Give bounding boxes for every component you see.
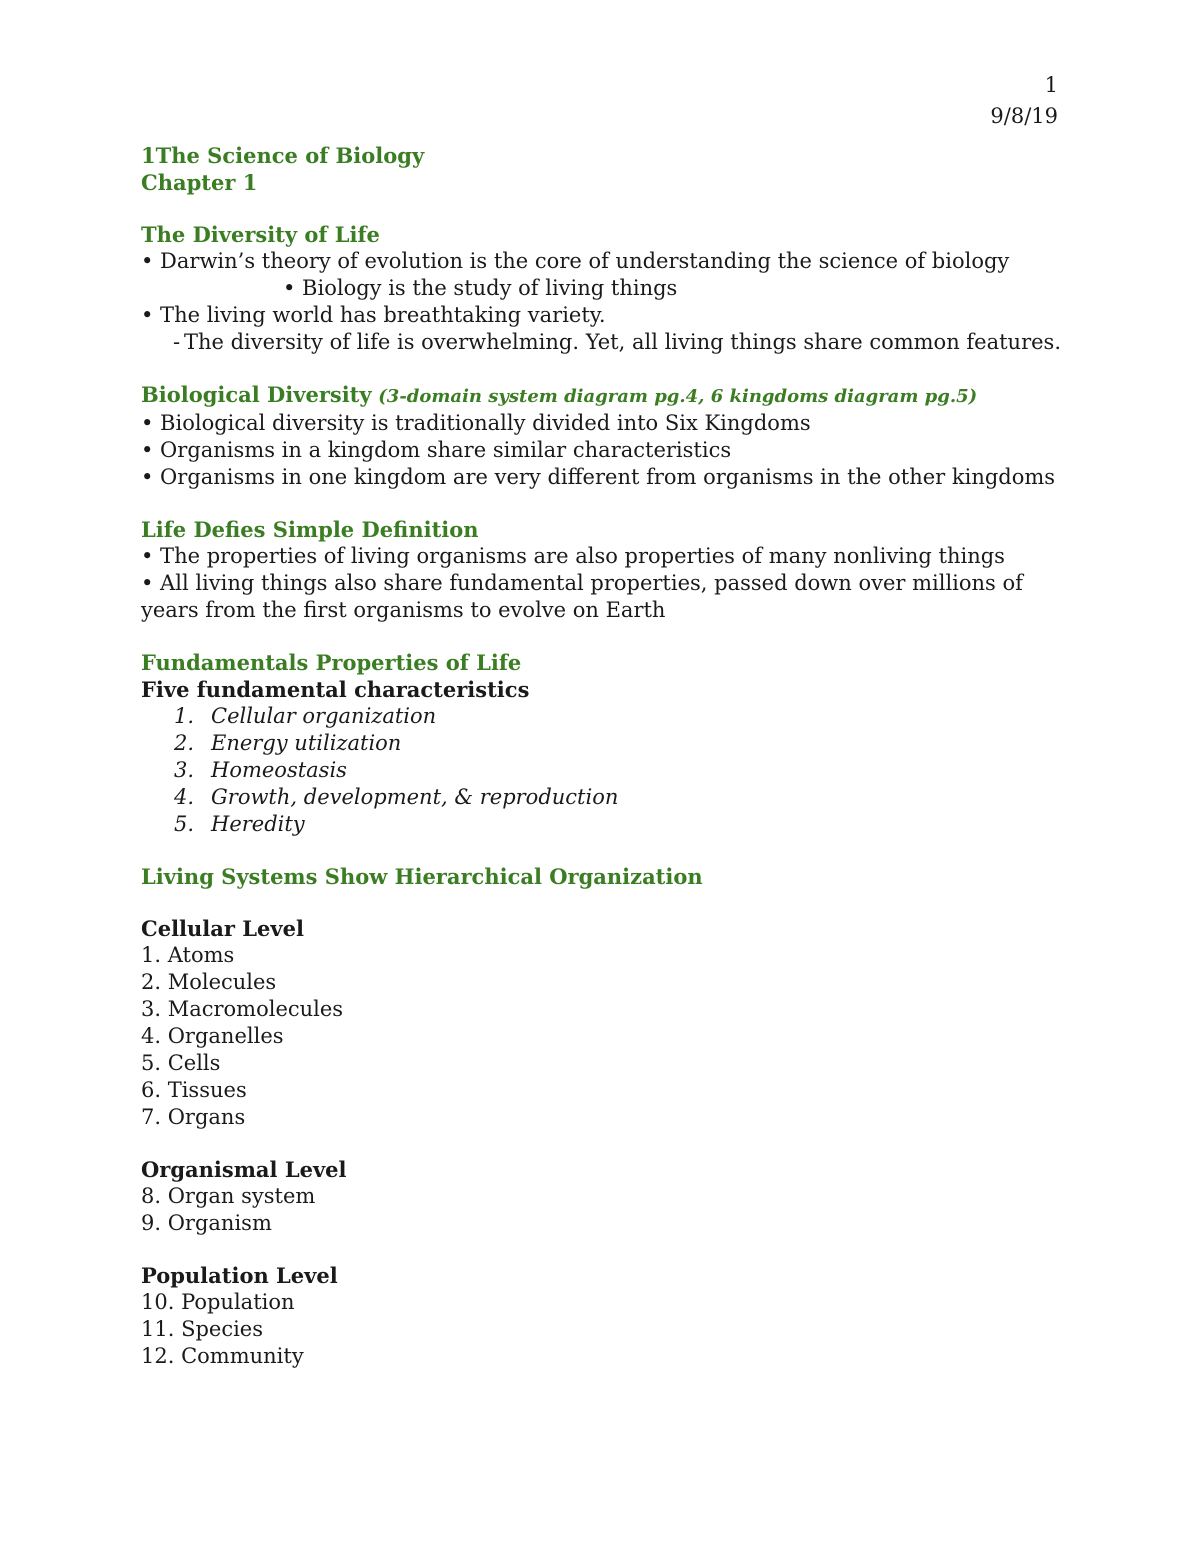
sub-bullet-item: • Biology is the study of living things: [283, 276, 678, 300]
bullet-item: • Darwin’s theory of evolution is the core of understanding the science of biology: [141, 249, 1010, 273]
item-text: Homeostasis: [211, 758, 347, 782]
item-number: 3.: [174, 758, 195, 782]
numbered-item: [141, 703, 1061, 730]
bullet-item: • Organisms in one kingdom are very different from organisms in the other kingdoms: [141, 465, 1056, 489]
item-number: 2.: [174, 731, 195, 755]
level-item: 11. Species: [141, 1317, 264, 1341]
page-number: 1: [1044, 73, 1058, 97]
cellular-level-heading: Cellular Level: [141, 916, 304, 941]
bullet-item: • Organisms in a kingdom share similar characteristics: [141, 438, 732, 462]
item-number: 5.: [174, 812, 195, 836]
level-item: 8. Organ system: [141, 1184, 316, 1208]
bullet-item: • Biological diversity is traditionally divided into Six Kingdoms: [141, 411, 811, 435]
fundamentals-subheading: Five fundamental characteristics: [141, 677, 530, 702]
page-date: 9/8/19: [990, 104, 1058, 128]
section-heading-hierarchy: Living Systems Show Hierarchical Organization: [141, 864, 703, 889]
level-item: 12. Community: [141, 1344, 304, 1368]
section-heading-life-defies: Life Defies Simple Definition: [141, 517, 479, 542]
bullet-item: • The properties of living organisms are also properties of many nonliving things: [141, 544, 1005, 568]
item-text: Growth, development, & reproduction: [211, 785, 619, 809]
document-title: 1The Science of Biology: [141, 143, 425, 168]
item-text: Energy utilization: [211, 731, 402, 755]
level-item: 2. Molecules: [141, 970, 277, 994]
level-item: 1. Atoms: [141, 943, 235, 967]
dash-list-item: [141, 329, 1061, 356]
diagram-reference-note: (3-domain system diagram pg.4, 6 kingdoms diagram pg.5): [378, 386, 978, 407]
item-number: 1.: [174, 704, 195, 728]
item-text: Cellular organization: [211, 704, 437, 728]
level-item: 6. Tissues: [141, 1078, 247, 1102]
level-item: 9. Organism: [141, 1211, 272, 1235]
level-item: 7. Organs: [141, 1105, 246, 1129]
dash-item-text: The diversity of life is overwhelming. Yet, all living things share common features.: [183, 330, 1061, 354]
section-heading-biological-diversity: [141, 381, 1061, 410]
organismal-level-heading: Organismal Level: [141, 1157, 347, 1182]
biological-diversity-heading: Biological Diversity: [141, 382, 372, 407]
section-heading-fundamentals: Fundamentals Properties of Life: [141, 650, 522, 675]
population-level-heading: Population Level: [141, 1263, 338, 1288]
section-heading-diversity-of-life: The Diversity of Life: [141, 222, 380, 247]
bullet-item: • The living world has breathtaking variety.: [141, 303, 606, 327]
item-number: 4.: [174, 785, 195, 809]
numbered-item: [141, 811, 1061, 838]
level-item: 4. Organelles: [141, 1024, 284, 1048]
numbered-item: [141, 757, 1061, 784]
level-item: 5. Cells: [141, 1051, 221, 1075]
numbered-item: [141, 730, 1061, 757]
item-text: Heredity: [211, 812, 305, 836]
numbered-item: [141, 784, 1061, 811]
level-item: 3. Macromolecules: [141, 997, 344, 1021]
bullet-item: • All living things also share fundamental properties, passed down over millions of years from the first organisms to evolve on Earth: [141, 571, 1023, 622]
document-body: [141, 142, 1061, 1370]
dash-marker: -: [173, 330, 181, 354]
level-item: 10. Population: [141, 1290, 295, 1314]
chapter-label: Chapter 1: [141, 170, 258, 195]
